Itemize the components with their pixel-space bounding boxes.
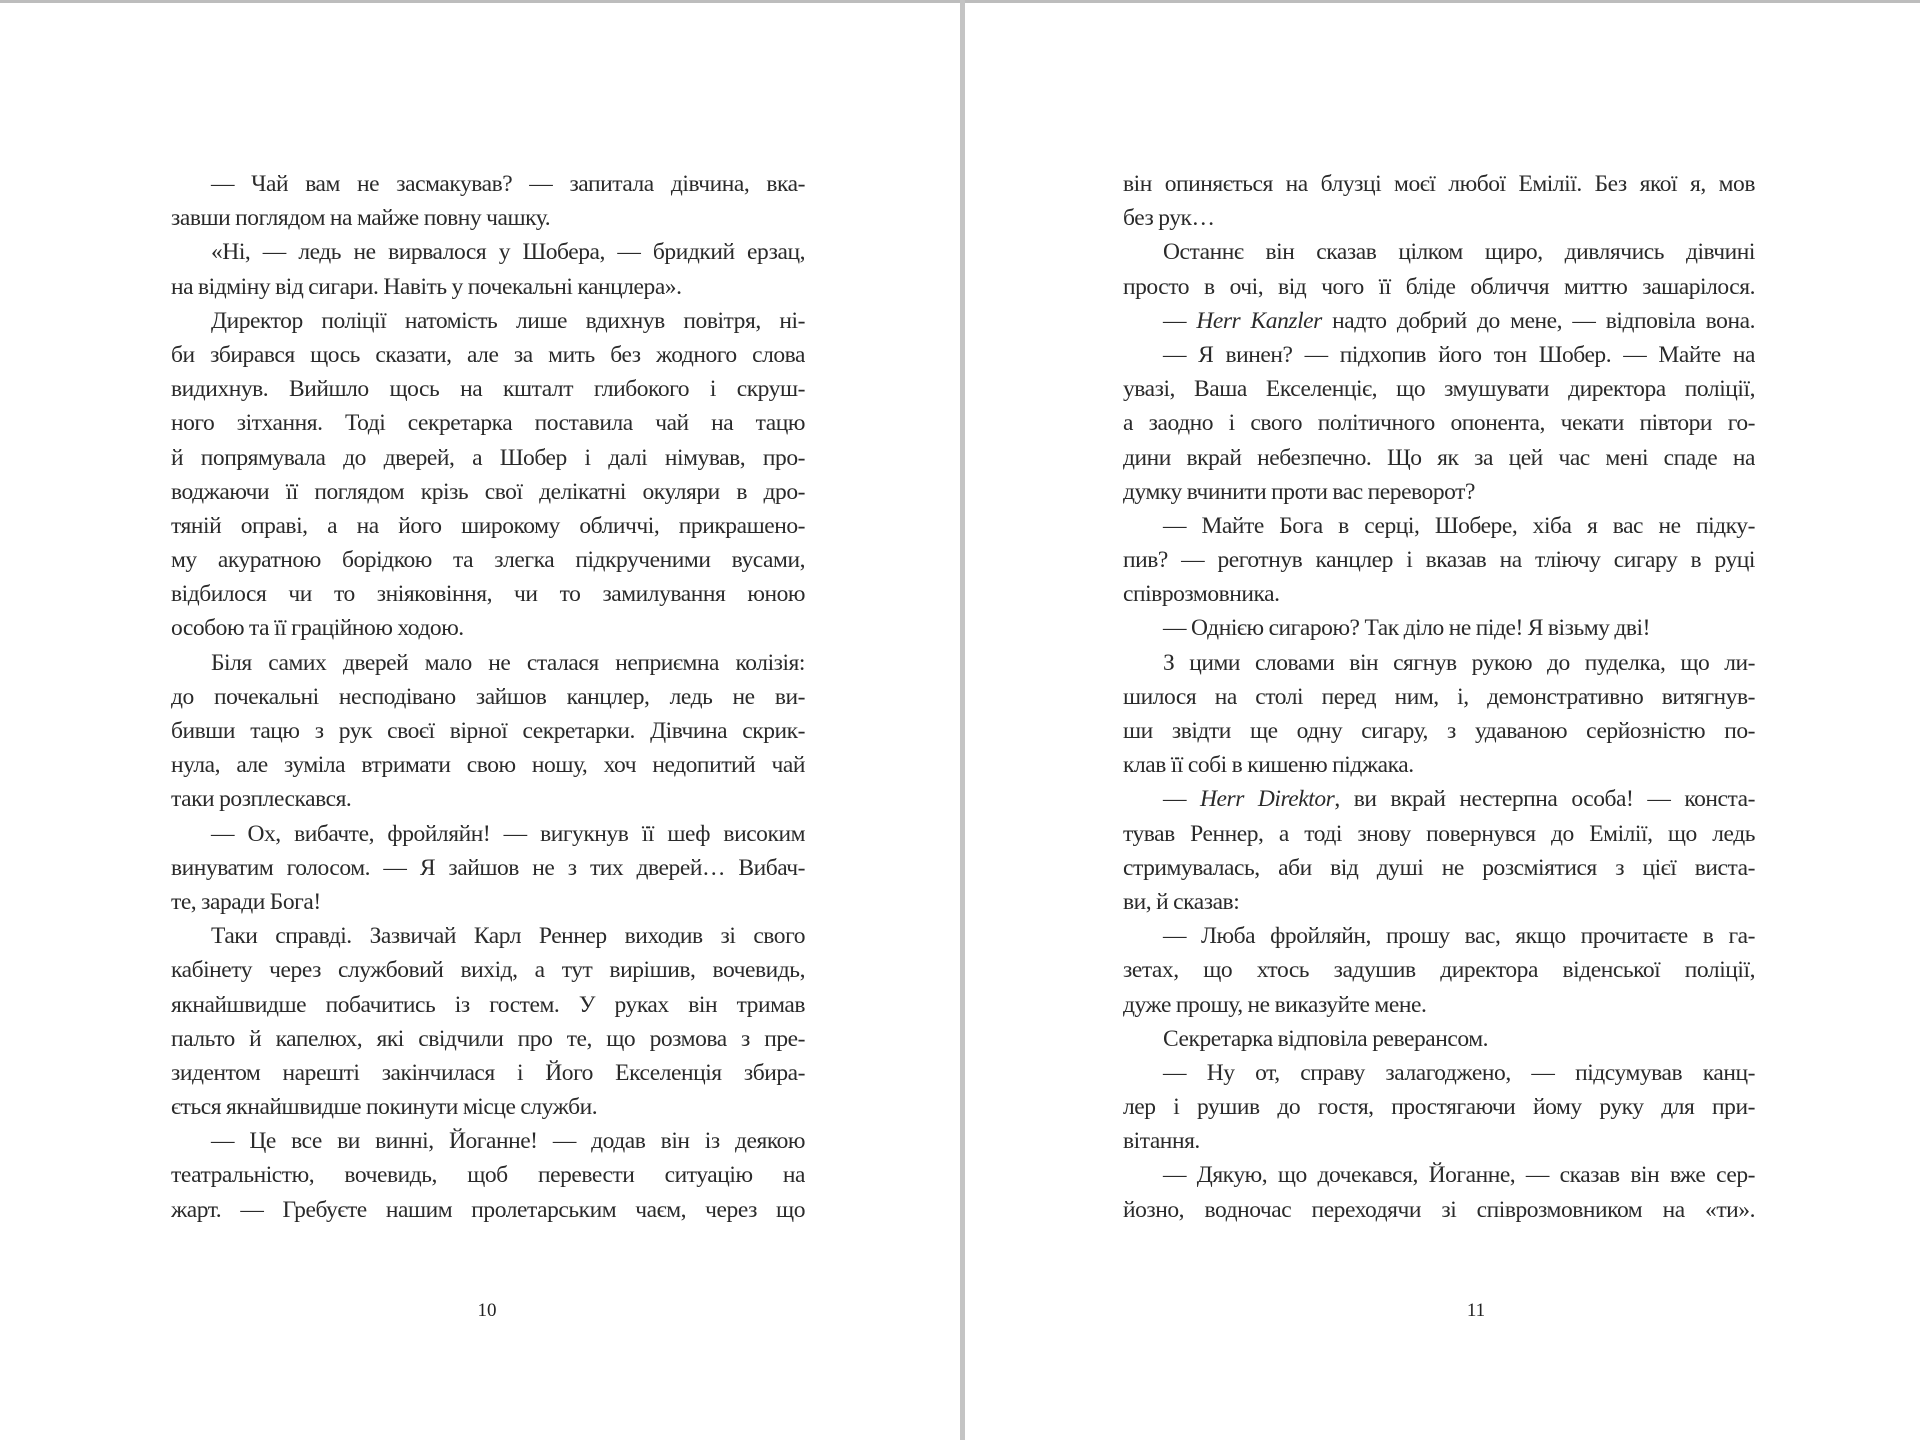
text-line: до почекальні несподівано зайшов канцлер, ледь не ви- (171, 683, 805, 710)
text-line: особою та її граційною ходою. (171, 615, 464, 642)
text-line: думку вчинити проти вас переворот? (1123, 478, 1475, 505)
text-line: — Однією сигарою? Так діло не піде! Я візьму дві! (1163, 615, 1650, 642)
text-line: зидентом нарешті закінчилася і Його Екселенція збира- (171, 1059, 805, 1086)
text-line (1123, 304, 1755, 338)
text-line: Таки справді. Зазвичай Карл Реннер виходив зі свого (211, 923, 805, 950)
text-line: ється якнайшвидше покинути місце служби. (171, 1094, 598, 1121)
text-line: якнайшвидше побачитись із гостем. У руках він тримав (171, 991, 805, 1018)
text-segment: — (1163, 786, 1201, 813)
text-line: а заодно і свого політичного опонента, чекати півтори го- (1123, 410, 1755, 437)
text-line: шилося на столі перед ним, і, демонстративно витягнув- (1123, 683, 1755, 710)
text-line: співрозмовника. (1123, 581, 1280, 608)
text-line: кабінету через службовий вихід, а тут вирішив, вочевидь, (171, 957, 805, 984)
italic-term: Herr Direktor (1200, 786, 1335, 813)
text-line: жарт. — Гребуєте нашим пролетарським чаєм, через що (171, 1196, 805, 1223)
text-line: воджаючи її поглядом крізь свої делікатні окуляри в дро- (171, 478, 805, 505)
text-line: тував Реннер, а тоді знову повернувся до Емілії, що ледь (1123, 820, 1755, 847)
text-line: видихнув. Вийшло щось на кшталт глибокого і скруш- (171, 376, 805, 403)
text-line: би збирався щось сказати, але за мить без жодного слова (171, 341, 805, 368)
text-line: бивши тацю з рук своєї вірної секретарки. Дівчина скрик- (171, 718, 805, 744)
text-line: просто в очі, від чого її бліде обличчя миттю зашарілося. (1123, 273, 1755, 300)
page-right (965, 0, 1920, 1440)
italic-term: Herr Kanzler (1196, 307, 1322, 334)
text-line: відбилося чи то зніяковіння, чи то замилування юною (171, 581, 805, 608)
text-line: ного зітхання. Тоді секретарка поставила чай на тацю (171, 410, 805, 437)
text-line: дуже прошу, не виказуйте мене. (1123, 991, 1427, 1018)
text-line: дини вкрай небезпечно. Що як за цей час мені спаде на (1123, 444, 1755, 471)
text-line: «Ні, — ледь не вирвалося у Шобера, — бридкий ерзац, (211, 239, 805, 266)
text-line: лер і рушив до гостя, простягаючи йому руку для при- (1123, 1094, 1755, 1121)
text-line: З цими словами він сягнув рукою до пуделка, що ли- (1163, 649, 1755, 676)
text-line: клав її собі в кишеню піджака. (1123, 752, 1414, 779)
text-line: пив? — реготнув канцлер і вказав на тліючу сигару в руці (1123, 547, 1755, 574)
text-line: завши поглядом на майже повну чашку. (171, 205, 551, 232)
text-segment: — (1163, 307, 1197, 334)
text-line: увазі, Ваша Екселенціє, що змушувати директора поліції, (1123, 376, 1755, 403)
text-line: те, заради Бога! (171, 888, 321, 915)
text-segment: надто добрий до мене, — відповіла вона. (1321, 307, 1755, 334)
text-line: йозно, водночас переходячи зі співрозмовником на «ти». (1123, 1196, 1755, 1223)
text-line: — Майте Бога в серці, Шобере, хіба я вас не підку- (1163, 512, 1755, 539)
text-line: му акуратною борідкою та злегка підкрученими вусами, (171, 547, 805, 574)
text-line: тяній оправі, а на його широкому обличчі, прикрашено- (171, 512, 805, 539)
text-line: — Я винен? — підхопив його тон Шобер. — Майте на (1163, 341, 1755, 368)
text-line: на відміну від сигари. Навіть у почекальні канцлера». (171, 273, 682, 300)
text-line: ши звідти ще одну сигару, з удаваною серйозністю по- (1123, 718, 1755, 744)
text-line: — Ох, вибачте, фройляйн! — вигукнув її шеф високим (211, 820, 805, 847)
text-line: стримувалась, аби від душі не розсміятися з цієї виста- (1123, 854, 1755, 881)
text-line: — Чай вам не засмакував? — запитала дівчина, вка- (211, 171, 805, 197)
text-line: — Ну от, справу залагоджено, — підсумував канц- (1163, 1059, 1755, 1086)
text-line: Секретарка відповіла реверансом. (1163, 1025, 1489, 1052)
text-line: — Люба фройляйн, прошу вас, якщо прочитаєте в га- (1163, 923, 1755, 950)
page-number: 10 (477, 1300, 497, 1321)
text-segment: , ви вкрай нестерпна особа! — конста- (1334, 786, 1755, 813)
text-line: — Дякую, що дочекався, Йоганне, — сказав він вже сер- (1163, 1162, 1755, 1189)
text-line: Останнє він сказав цілком щиро, дивлячись дівчині (1163, 239, 1755, 266)
text-line: — Це все ви винні, Йоганне! — додав він із деякою (211, 1128, 805, 1155)
text-line: він опиняється на блузці моєї любої Емілії. Без якої я, мов (1123, 171, 1755, 197)
text-line: театральністю, вочевидь, щоб перевести ситуацію на (171, 1162, 805, 1189)
page-text-column (1123, 167, 1755, 1227)
text-line: вітання. (1123, 1128, 1200, 1155)
text-line: й попрямувала до дверей, а Шобер і далі німував, про- (171, 444, 805, 471)
text-line: пальто й капелюх, які свідчили про те, що розмова з пре- (171, 1025, 805, 1052)
text-line: винуватим голосом. — Я зайшов не з тих дверей… Вибач- (171, 854, 805, 881)
text-line: нула, але зуміла втримати свою ношу, хоч недопитий чай (171, 752, 805, 779)
page-text-column (171, 167, 805, 1227)
text-line: таки розплескався. (171, 786, 352, 813)
text-line: Директор поліції натомість лише вдихнув повітря, ні- (211, 307, 805, 334)
text-line: зетах, що хтось задушив директора віденської поліції, (1123, 957, 1755, 984)
text-line: ви, й сказав: (1123, 888, 1240, 915)
page-number: 11 (1466, 1300, 1486, 1321)
text-line: без рук… (1123, 205, 1215, 232)
text-line (1123, 782, 1755, 816)
text-line: Біля самих дверей мало не сталася неприємна колізія: (211, 649, 805, 676)
